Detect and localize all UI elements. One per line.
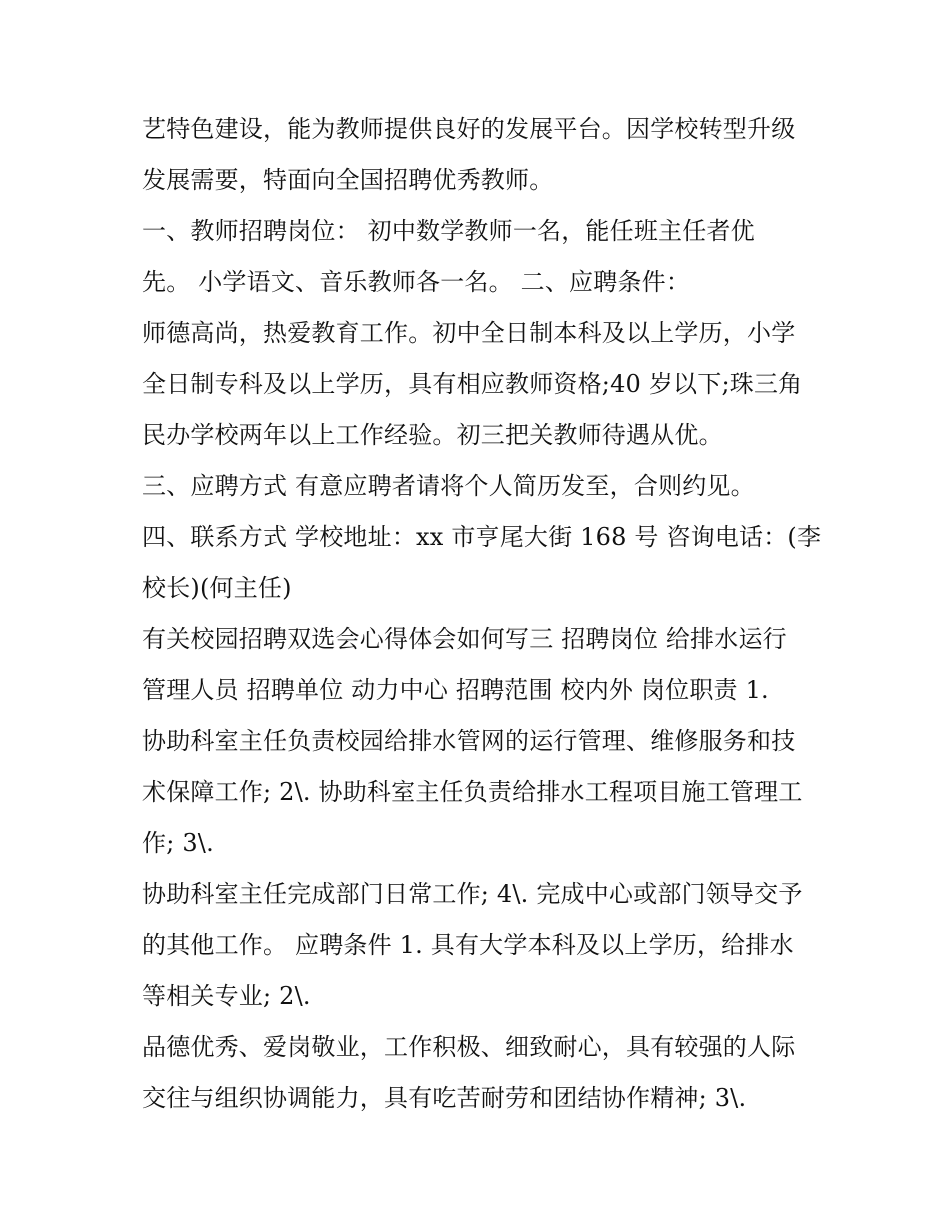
body-text	[142, 104, 822, 1124]
text-line: 四、联系方式 学校地址：xx 市亨尾大街 168 号 咨询电话：(李	[142, 523, 822, 551]
text-line: 协助科室主任负责校园给排水管网的运行管理、维修服务和技	[142, 727, 796, 755]
text-line: 品德优秀、爱岗敬业，工作积极、细致耐心，具有较强的人际	[142, 1033, 796, 1061]
text-line: 师德高尚，热爱教育工作。初中全日制本科及以上学历，小学	[142, 319, 796, 347]
text-line: 作; 3\.	[142, 829, 214, 857]
text-line: 全日制专科及以上学历，具有相应教师资格;40 岁以下;珠三角	[142, 370, 803, 398]
text-line: 艺特色建设，能为教师提供良好的发展平台。因学校转型升级	[142, 115, 796, 143]
text-line: 先。 小学语文、音乐教师各一名。 二、应聘条件：	[142, 268, 691, 296]
text-line: 三、应聘方式 有意应聘者请将个人简历发至，合则约见。	[142, 472, 755, 500]
text-line: 交往与组织协调能力，具有吃苦耐劳和团结协作精神; 3\.	[142, 1084, 747, 1112]
text-line: 的其他工作。 应聘条件 1. 具有大学本科及以上学历，给排水	[142, 931, 794, 959]
text-line: 等相关专业; 2\.	[142, 982, 311, 1010]
text-line: 一、教师招聘岗位： 初中数学教师一名，能任班主任者优	[142, 217, 755, 245]
text-line: 协助科室主任完成部门日常工作; 4\. 完成中心或部门领导交予	[142, 880, 803, 908]
text-line: 发展需要，特面向全国招聘优秀教师。	[142, 166, 554, 194]
text-line: 民办学校两年以上工作经验。初三把关教师待遇从优。	[142, 421, 723, 449]
text-line: 管理人员 招聘单位 动力中心 招聘范围 校内外 岗位职责 1.	[142, 676, 769, 704]
text-line: 有关校园招聘双选会心得体会如何写三 招聘岗位 给排水运行	[142, 625, 787, 653]
text-line: 术保障工作; 2\. 协助科室主任负责给排水工程项目施工管理工	[142, 778, 803, 806]
text-line: 校长)(何主任)	[142, 574, 292, 602]
